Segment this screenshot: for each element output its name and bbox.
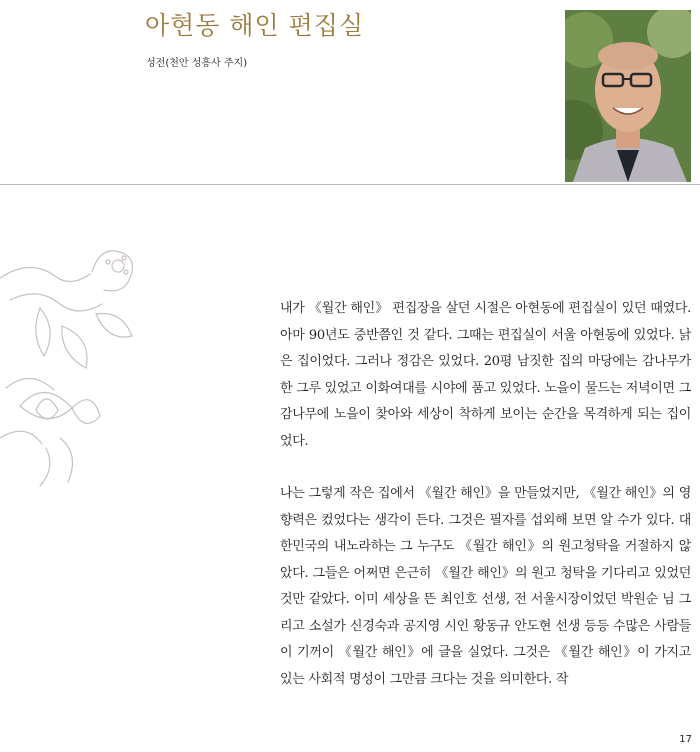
author-byline: 성전(천안 성흥사 주지) xyxy=(146,58,248,69)
body-paragraph: 나는 그렇게 작은 집에서 《월간 해인》을 만들었지만, 《월간 해인》의 영향력은 컸었다는 생각이 든다. 그것은 필자를 섭외해 보면 알 수가 있다. 대한민국의 내노라하는 그 누구도 《월간 해인》의 원고청탁을 거절하지 않았다. 그들은 어쩌면 은근히 《월간 해인》의 원고 청탁을 기다리고 있었던 것만 같았다. 이미 세상을 뜬 최인호 선생, 전 서울시장이었던 박원순 님 그리고 소설가 신경숙과 공지영 시인 황동규 안도현 선생 등등 수많은 사람들이 기꺼이 《월간 해인》에 글을 실었다. 그것은 《월간 해인》이 가지고 있는 사회적 명성이 그만큼 크다는 것을 의미한다. 작 xyxy=(280,486,691,687)
page-number: 17 xyxy=(679,734,692,745)
author-photo xyxy=(565,10,691,182)
body-paragraph: 내가 《월간 해인》 편집장을 살던 시절은 아현동에 편집실이 있던 때였다. 아마 90년도 중반쯤인 것 같다. 그때는 편집실이 서울 아현동에 있었다. 낡은 집이었다. 그러나 정감은 있었다. 20평 남짓한 집의 마당에는 감나무가 한 그루 있었고 이화여대를 시야에 품고 있었다. 노을이 물드는 저녁이면 그 감나무에 노을이 찾아와 세상이 착하게 보이는 순간을 목격하게 되는 집이었다. xyxy=(280,301,691,449)
floral-ornament-icon xyxy=(0,238,170,488)
header-divider xyxy=(0,184,700,185)
article-body xyxy=(280,296,691,693)
article-title: 아현동 해인 편집실 xyxy=(145,11,365,40)
